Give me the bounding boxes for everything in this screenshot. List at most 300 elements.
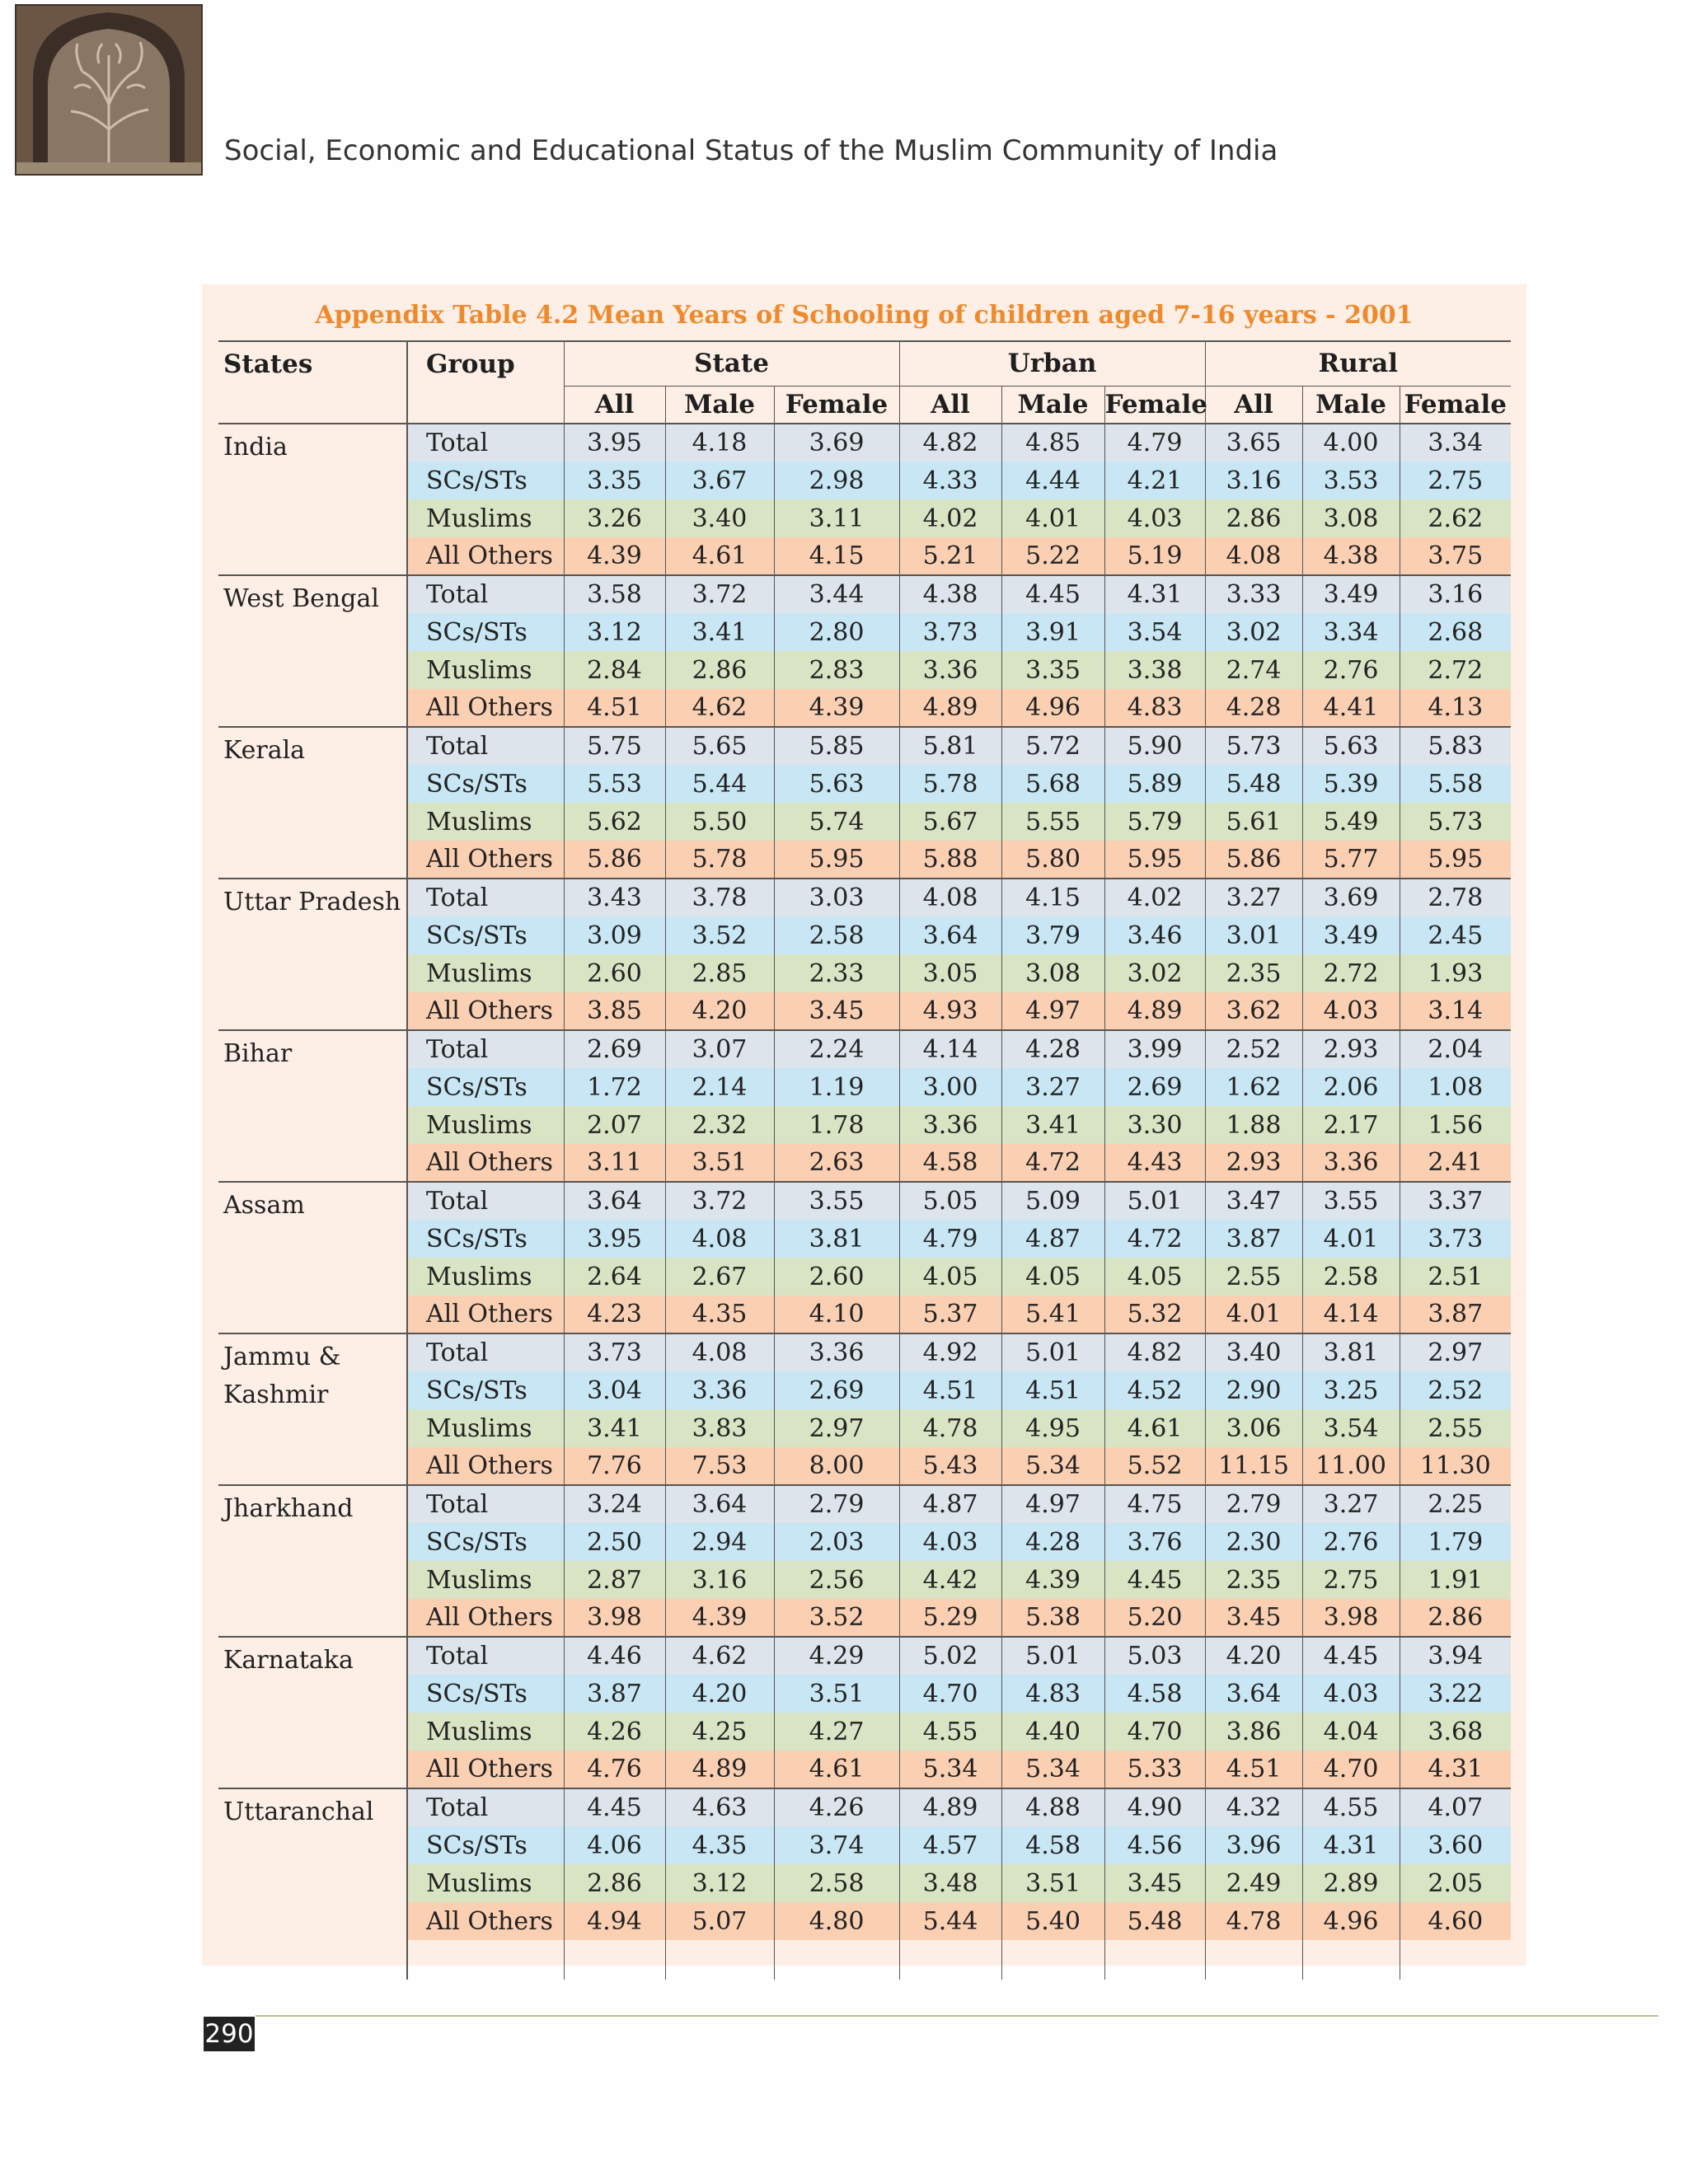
group-cell: Total	[407, 1182, 564, 1220]
group-cell: Muslims	[407, 499, 564, 537]
value-cell: 4.05	[899, 1258, 1001, 1296]
value-cell: 7.76	[564, 1447, 665, 1485]
group-cell: Muslims	[407, 1864, 564, 1902]
value-cell: 3.74	[774, 1826, 899, 1864]
value-cell: 4.75	[1104, 1485, 1205, 1523]
table-row	[218, 1523, 1511, 1561]
empty-cell	[1104, 1940, 1205, 1980]
value-cell: 2.68	[1400, 613, 1511, 651]
value-cell: 2.35	[1205, 954, 1302, 992]
value-cell: 3.64	[899, 916, 1001, 954]
value-cell: 4.39	[665, 1599, 774, 1637]
value-cell: 3.55	[774, 1182, 899, 1220]
value-cell: 5.83	[1400, 727, 1511, 765]
value-cell: 2.89	[1302, 1864, 1400, 1902]
value-cell: 3.14	[1400, 992, 1511, 1030]
value-cell: 5.43	[899, 1447, 1001, 1485]
value-cell: 3.35	[1001, 651, 1104, 689]
value-cell: 4.03	[1302, 1675, 1400, 1713]
value-cell: 5.95	[1104, 841, 1205, 879]
value-cell: 2.58	[774, 916, 899, 954]
empty-cell	[407, 1940, 564, 1980]
value-cell: 4.05	[1001, 1258, 1104, 1296]
value-cell: 4.44	[1001, 462, 1104, 499]
value-cell: 5.95	[774, 841, 899, 879]
table-row	[218, 841, 1511, 879]
value-cell: 3.64	[564, 1182, 665, 1220]
state-name-cell: Uttar Pradesh	[218, 879, 407, 1030]
group-cell: All Others	[407, 1599, 564, 1637]
value-cell: 5.86	[1205, 841, 1302, 879]
value-cell: 3.58	[564, 575, 665, 613]
value-cell: 5.53	[564, 765, 665, 803]
states-header-spacer	[218, 386, 407, 424]
value-cell: 2.97	[774, 1409, 899, 1447]
table-row	[218, 1675, 1511, 1713]
state-name-cell: West Bengal	[218, 575, 407, 727]
table-row	[218, 651, 1511, 689]
value-cell: 3.07	[665, 1030, 774, 1068]
state-group-header: State	[564, 341, 899, 386]
value-cell: 2.83	[774, 651, 899, 689]
table-row	[218, 1788, 1511, 1826]
value-cell: 4.87	[1001, 1220, 1104, 1258]
value-cell: 5.85	[774, 727, 899, 765]
value-cell: 2.80	[774, 613, 899, 651]
state-name-cell: Assam	[218, 1182, 407, 1333]
value-cell: 2.04	[1400, 1030, 1511, 1068]
value-cell: 4.41	[1302, 689, 1400, 727]
value-cell: 2.07	[564, 1106, 665, 1144]
value-cell: 2.55	[1400, 1409, 1511, 1447]
value-cell: 2.55	[1205, 1258, 1302, 1296]
state-name-cell: Jharkhand	[218, 1485, 407, 1637]
value-cell: 3.96	[1205, 1826, 1302, 1864]
value-cell: 3.26	[564, 499, 665, 537]
value-cell: 3.40	[665, 499, 774, 537]
group-cell: SCs/STs	[407, 765, 564, 803]
value-cell: 4.56	[1104, 1826, 1205, 1864]
value-cell: 3.36	[1302, 1144, 1400, 1182]
value-cell: 4.26	[564, 1713, 665, 1750]
value-cell: 4.58	[1001, 1826, 1104, 1864]
value-cell: 2.78	[1400, 879, 1511, 916]
table-row	[218, 803, 1511, 841]
value-cell: 2.86	[1205, 499, 1302, 537]
value-cell: 3.87	[1400, 1296, 1511, 1333]
value-cell: 3.75	[1400, 537, 1511, 575]
value-cell: 4.06	[564, 1826, 665, 1864]
value-cell: 3.78	[665, 879, 774, 916]
value-cell: 4.20	[665, 1675, 774, 1713]
group-cell: SCs/STs	[407, 1068, 564, 1106]
table-row	[218, 1106, 1511, 1144]
value-cell: 3.36	[665, 1371, 774, 1409]
group-cell: Total	[407, 575, 564, 613]
value-cell: 3.41	[564, 1409, 665, 1447]
value-cell: 3.06	[1205, 1409, 1302, 1447]
table-row	[218, 954, 1511, 992]
subheader-cell: All	[899, 386, 1001, 424]
value-cell: 2.93	[1302, 1030, 1400, 1068]
value-cell: 3.09	[564, 916, 665, 954]
value-cell: 4.18	[665, 424, 774, 462]
value-cell: 4.92	[899, 1333, 1001, 1371]
table-padding-row	[218, 1940, 1511, 1980]
table-container	[218, 340, 1511, 1980]
value-cell: 2.72	[1302, 954, 1400, 992]
value-cell: 2.51	[1400, 1258, 1511, 1296]
value-cell: 4.08	[899, 879, 1001, 916]
value-cell: 4.96	[1302, 1902, 1400, 1940]
table-row	[218, 992, 1511, 1030]
table-row	[218, 879, 1511, 916]
value-cell: 3.54	[1104, 613, 1205, 651]
value-cell: 3.87	[1205, 1220, 1302, 1258]
value-cell: 5.34	[899, 1750, 1001, 1788]
value-cell: 2.50	[564, 1523, 665, 1561]
group-cell: Muslims	[407, 803, 564, 841]
value-cell: 2.60	[564, 954, 665, 992]
state-name-cell: Bihar	[218, 1030, 407, 1182]
table-row	[218, 1333, 1511, 1371]
value-cell: 1.56	[1400, 1106, 1511, 1144]
rural-group-header: Rural	[1205, 341, 1511, 386]
value-cell: 4.08	[1205, 537, 1302, 575]
value-cell: 2.58	[1302, 1258, 1400, 1296]
value-cell: 1.72	[564, 1068, 665, 1106]
value-cell: 3.86	[1205, 1713, 1302, 1750]
value-cell: 3.99	[1104, 1030, 1205, 1068]
value-cell: 5.65	[665, 727, 774, 765]
value-cell: 3.68	[1400, 1713, 1511, 1750]
value-cell: 3.34	[1302, 613, 1400, 651]
group-cell: Total	[407, 727, 564, 765]
value-cell: 5.77	[1302, 841, 1400, 879]
value-cell: 3.34	[1400, 424, 1511, 462]
table-row	[218, 727, 1511, 765]
value-cell: 4.32	[1205, 1788, 1302, 1826]
value-cell: 2.75	[1400, 462, 1511, 499]
value-cell: 2.64	[564, 1258, 665, 1296]
value-cell: 3.73	[564, 1333, 665, 1371]
group-cell: Total	[407, 424, 564, 462]
group-cell: SCs/STs	[407, 916, 564, 954]
value-cell: 4.23	[564, 1296, 665, 1333]
group-cell: SCs/STs	[407, 462, 564, 499]
value-cell: 2.05	[1400, 1864, 1511, 1902]
value-cell: 4.42	[899, 1561, 1001, 1599]
value-cell: 3.02	[1104, 954, 1205, 992]
value-cell: 3.45	[774, 992, 899, 1030]
value-cell: 3.27	[1205, 879, 1302, 916]
value-cell: 3.08	[1001, 954, 1104, 992]
value-cell: 4.38	[1302, 537, 1400, 575]
value-cell: 4.07	[1400, 1788, 1511, 1826]
group-header: Group	[407, 341, 564, 386]
value-cell: 3.65	[1205, 424, 1302, 462]
value-cell: 4.31	[1400, 1750, 1511, 1788]
value-cell: 2.94	[665, 1523, 774, 1561]
value-cell: 5.34	[1001, 1447, 1104, 1485]
value-cell: 4.45	[1302, 1637, 1400, 1675]
value-cell: 5.95	[1400, 841, 1511, 879]
table-row	[218, 1182, 1511, 1220]
group-cell: All Others	[407, 1750, 564, 1788]
group-cell: Muslims	[407, 954, 564, 992]
group-cell: SCs/STs	[407, 1826, 564, 1864]
value-cell: 5.19	[1104, 537, 1205, 575]
value-cell: 4.31	[1104, 575, 1205, 613]
subheader-cell: Male	[1001, 386, 1104, 424]
value-cell: 1.91	[1400, 1561, 1511, 1599]
value-cell: 2.75	[1302, 1561, 1400, 1599]
value-cell: 4.28	[1001, 1523, 1104, 1561]
value-cell: 4.58	[899, 1144, 1001, 1182]
value-cell: 4.89	[1104, 992, 1205, 1030]
value-cell: 3.62	[1205, 992, 1302, 1030]
page-number: 290	[204, 2017, 255, 2051]
value-cell: 4.15	[1001, 879, 1104, 916]
value-cell: 1.08	[1400, 1068, 1511, 1106]
table-row	[218, 916, 1511, 954]
state-name-cell: Jammu & Kashmir	[218, 1333, 407, 1485]
value-cell: 3.52	[774, 1599, 899, 1637]
value-cell: 2.69	[774, 1371, 899, 1409]
value-cell: 4.28	[1205, 689, 1302, 727]
value-cell: 3.85	[564, 992, 665, 1030]
value-cell: 2.41	[1400, 1144, 1511, 1182]
table-row	[218, 1296, 1511, 1333]
value-cell: 2.52	[1205, 1030, 1302, 1068]
table-row	[218, 1485, 1511, 1523]
value-cell: 4.88	[1001, 1788, 1104, 1826]
value-cell: 3.24	[564, 1485, 665, 1523]
table-panel	[202, 284, 1526, 1966]
value-cell: 4.82	[1104, 1333, 1205, 1371]
value-cell: 4.70	[1302, 1750, 1400, 1788]
value-cell: 5.63	[1302, 727, 1400, 765]
value-cell: 4.51	[1205, 1750, 1302, 1788]
value-cell: 5.52	[1104, 1447, 1205, 1485]
value-cell: 4.72	[1001, 1144, 1104, 1182]
value-cell: 3.16	[1400, 575, 1511, 613]
value-cell: 2.69	[1104, 1068, 1205, 1106]
table-row	[218, 499, 1511, 537]
value-cell: 2.06	[1302, 1068, 1400, 1106]
value-cell: 4.51	[564, 689, 665, 727]
value-cell: 4.60	[1400, 1902, 1511, 1940]
value-cell: 5.01	[1001, 1333, 1104, 1371]
value-cell: 5.01	[1104, 1182, 1205, 1220]
table-row	[218, 1447, 1511, 1485]
group-cell: Muslims	[407, 1713, 564, 1750]
value-cell: 4.02	[1104, 879, 1205, 916]
table-row	[218, 424, 1511, 462]
value-cell: 5.32	[1104, 1296, 1205, 1333]
value-cell: 5.33	[1104, 1750, 1205, 1788]
value-cell: 3.12	[665, 1864, 774, 1902]
value-cell: 2.30	[1205, 1523, 1302, 1561]
value-cell: 4.43	[1104, 1144, 1205, 1182]
value-cell: 2.49	[1205, 1864, 1302, 1902]
table-row	[218, 765, 1511, 803]
urban-group-header: Urban	[899, 341, 1205, 386]
value-cell: 2.67	[665, 1258, 774, 1296]
value-cell: 3.16	[665, 1561, 774, 1599]
group-cell: Total	[407, 1030, 564, 1068]
value-cell: 3.95	[564, 1220, 665, 1258]
value-cell: 3.64	[1205, 1675, 1302, 1713]
value-cell: 3.79	[1001, 916, 1104, 954]
group-cell: SCs/STs	[407, 613, 564, 651]
value-cell: 4.90	[1104, 1788, 1205, 1826]
value-cell: 2.03	[774, 1523, 899, 1561]
value-cell: 5.67	[899, 803, 1001, 841]
value-cell: 2.60	[774, 1258, 899, 1296]
value-cell: 4.51	[1001, 1371, 1104, 1409]
group-cell: Total	[407, 1788, 564, 1826]
group-cell: All Others	[407, 841, 564, 879]
subheader-cell: Male	[665, 386, 774, 424]
value-cell: 5.78	[665, 841, 774, 879]
value-cell: 3.11	[564, 1144, 665, 1182]
value-cell: 4.35	[665, 1826, 774, 1864]
value-cell: 3.69	[774, 424, 899, 462]
value-cell: 11.15	[1205, 1447, 1302, 1485]
value-cell: 4.94	[564, 1902, 665, 1940]
value-cell: 3.36	[899, 651, 1001, 689]
table-row	[218, 613, 1511, 651]
value-cell: 3.12	[564, 613, 665, 651]
value-cell: 11.00	[1302, 1447, 1400, 1485]
table-row	[218, 1258, 1511, 1296]
value-cell: 4.80	[774, 1902, 899, 1940]
value-cell: 3.35	[564, 462, 665, 499]
value-cell: 5.34	[1001, 1750, 1104, 1788]
empty-cell	[218, 1940, 407, 1980]
value-cell: 2.86	[1400, 1599, 1511, 1637]
value-cell: 4.27	[774, 1713, 899, 1750]
value-cell: 2.25	[1400, 1485, 1511, 1523]
value-cell: 4.39	[1001, 1561, 1104, 1599]
value-cell: 3.72	[665, 1182, 774, 1220]
value-cell: 5.80	[1001, 841, 1104, 879]
value-cell: 4.31	[1302, 1826, 1400, 1864]
value-cell: 5.61	[1205, 803, 1302, 841]
value-cell: 4.02	[899, 499, 1001, 537]
value-cell: 5.07	[665, 1902, 774, 1940]
value-cell: 2.58	[774, 1864, 899, 1902]
group-cell: All Others	[407, 689, 564, 727]
value-cell: 8.00	[774, 1447, 899, 1485]
value-cell: 5.21	[899, 537, 1001, 575]
group-cell: All Others	[407, 1144, 564, 1182]
value-cell: 4.52	[1104, 1371, 1205, 1409]
value-cell: 4.35	[665, 1296, 774, 1333]
value-cell: 4.95	[1001, 1409, 1104, 1447]
value-cell: 3.98	[1302, 1599, 1400, 1637]
value-cell: 5.55	[1001, 803, 1104, 841]
value-cell: 4.82	[899, 424, 1001, 462]
value-cell: 4.03	[899, 1523, 1001, 1561]
value-cell: 4.89	[899, 689, 1001, 727]
value-cell: 4.21	[1104, 462, 1205, 499]
table-title: Appendix Table 4.2 Mean Years of Schooling of children aged 7-16 years - 2001	[315, 301, 1414, 330]
table-row	[218, 1220, 1511, 1258]
value-cell: 3.44	[774, 575, 899, 613]
header-photo	[15, 4, 203, 176]
state-name-cell: Karnataka	[218, 1637, 407, 1788]
value-cell: 2.98	[774, 462, 899, 499]
subheader-cell: All	[564, 386, 665, 424]
value-cell: 2.97	[1400, 1333, 1511, 1371]
value-cell: 4.61	[774, 1750, 899, 1788]
document-header-title: Social, Economic and Educational Status of the Muslim Community of India	[224, 134, 1278, 167]
value-cell: 3.47	[1205, 1182, 1302, 1220]
value-cell: 5.49	[1302, 803, 1400, 841]
value-cell: 4.39	[774, 689, 899, 727]
value-cell: 1.78	[774, 1106, 899, 1144]
state-name-cell: Uttaranchal	[218, 1788, 407, 1940]
value-cell: 4.33	[899, 462, 1001, 499]
value-cell: 4.20	[665, 992, 774, 1030]
value-cell: 3.73	[899, 613, 1001, 651]
value-cell: 2.90	[1205, 1371, 1302, 1409]
table-row	[218, 1750, 1511, 1788]
value-cell: 4.39	[564, 537, 665, 575]
value-cell: 5.03	[1104, 1637, 1205, 1675]
value-cell: 3.03	[774, 879, 899, 916]
value-cell: 4.55	[899, 1713, 1001, 1750]
value-cell: 4.79	[1104, 424, 1205, 462]
value-cell: 4.04	[1302, 1713, 1400, 1750]
value-cell: 5.86	[564, 841, 665, 879]
group-cell: Total	[407, 1333, 564, 1371]
value-cell: 3.95	[564, 424, 665, 462]
group-cell: SCs/STs	[407, 1675, 564, 1713]
value-cell: 3.60	[1400, 1826, 1511, 1864]
state-name-cell: India	[218, 424, 407, 575]
value-cell: 3.02	[1205, 613, 1302, 651]
value-cell: 3.67	[665, 462, 774, 499]
value-cell: 2.76	[1302, 1523, 1400, 1561]
value-cell: 5.39	[1302, 765, 1400, 803]
value-cell: 3.81	[1302, 1333, 1400, 1371]
subheader-cell: Female	[774, 386, 899, 424]
value-cell: 3.08	[1302, 499, 1400, 537]
value-cell: 4.05	[1104, 1258, 1205, 1296]
value-cell: 5.78	[899, 765, 1001, 803]
value-cell: 3.45	[1205, 1599, 1302, 1637]
value-cell: 4.00	[1302, 424, 1400, 462]
group-cell: All Others	[407, 1447, 564, 1485]
state-name-cell: Kerala	[218, 727, 407, 879]
group-cell: Muslims	[407, 1258, 564, 1296]
value-cell: 4.83	[1104, 689, 1205, 727]
value-cell: 5.50	[665, 803, 774, 841]
value-cell: 3.36	[899, 1106, 1001, 1144]
group-cell: Total	[407, 1485, 564, 1523]
table-row	[218, 1599, 1511, 1637]
group-cell: Total	[407, 1637, 564, 1675]
value-cell: 3.87	[564, 1675, 665, 1713]
value-cell: 3.41	[665, 613, 774, 651]
group-cell: SCs/STs	[407, 1371, 564, 1409]
value-cell: 3.49	[1302, 575, 1400, 613]
table-row	[218, 1068, 1511, 1106]
value-cell: 2.72	[1400, 651, 1511, 689]
